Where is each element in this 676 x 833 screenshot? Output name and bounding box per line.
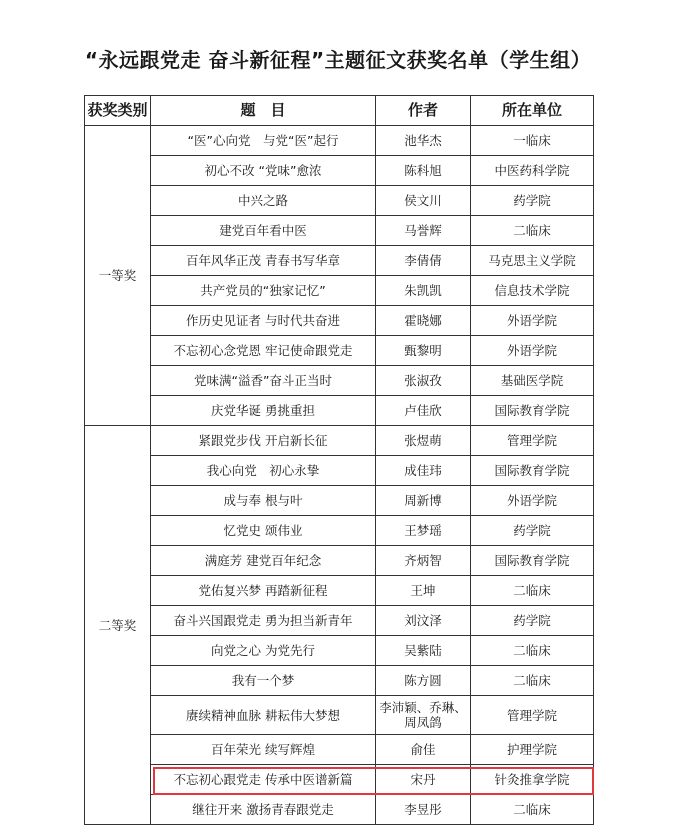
- author-name: 池华杰: [376, 126, 471, 156]
- essay-title: 作历史见证者 与时代共奋进: [151, 306, 376, 336]
- author-name: 张煜萌: [376, 426, 471, 456]
- table-row: [85, 126, 594, 156]
- award-category: 一等奖: [85, 126, 151, 426]
- unit-name: 国际教育学院: [471, 456, 594, 486]
- table-row: [85, 156, 594, 186]
- author-name: 李沛颖、乔琳、周凤鸽: [376, 696, 471, 735]
- unit-name: 马克思主义学院: [471, 246, 594, 276]
- author-name: 刘汶泽: [376, 606, 471, 636]
- unit-name: 二临床: [471, 666, 594, 696]
- table-row: [85, 216, 594, 246]
- table-row: [85, 696, 594, 735]
- table-row: [85, 186, 594, 216]
- author-name: 马誉辉: [376, 216, 471, 246]
- essay-title: “医”心向党 与党“医”起行: [151, 126, 376, 156]
- essay-title: 我心向党 初心永挚: [151, 456, 376, 486]
- table-row: [85, 516, 594, 546]
- unit-name: 中医药科学院: [471, 156, 594, 186]
- essay-title: 向党之心 为党先行: [151, 636, 376, 666]
- header-author: 作者: [376, 96, 471, 126]
- author-name: 王坤: [376, 576, 471, 606]
- unit-name: 信息技术学院: [471, 276, 594, 306]
- essay-title: 我有一个梦: [151, 666, 376, 696]
- page-bottom-edge: [0, 826, 676, 833]
- author-name: 宋丹: [376, 765, 471, 795]
- author-name: 侯文川: [376, 186, 471, 216]
- table-row: [85, 795, 594, 825]
- unit-name: 管理学院: [471, 426, 594, 456]
- unit-name: 外语学院: [471, 306, 594, 336]
- unit-name: 针灸推拿学院: [471, 765, 594, 795]
- essay-title: 成与奉 根与叶: [151, 486, 376, 516]
- table-row: [85, 306, 594, 336]
- table-row: [85, 636, 594, 666]
- essay-title: 初心不改 “党味”愈浓: [151, 156, 376, 186]
- author-name: 成佳玮: [376, 456, 471, 486]
- unit-name: 药学院: [471, 606, 594, 636]
- essay-title: 不忘初心念党恩 牢记使命跟党走: [151, 336, 376, 366]
- essay-title: 共产党员的“独家记忆”: [151, 276, 376, 306]
- table-row: [85, 336, 594, 366]
- table-row: [85, 546, 594, 576]
- unit-name: 药学院: [471, 516, 594, 546]
- author-name: 李昱彤: [376, 795, 471, 825]
- table-row: [85, 606, 594, 636]
- header-category: 获奖类别: [85, 96, 151, 126]
- award-category: 二等奖: [85, 426, 151, 825]
- table-row: [85, 396, 594, 426]
- essay-title: 忆党史 颂伟业: [151, 516, 376, 546]
- table-row: [85, 456, 594, 486]
- table-row: [85, 486, 594, 516]
- header-title: 题 目: [151, 96, 376, 126]
- unit-name: 国际教育学院: [471, 396, 594, 426]
- author-name: 陈科旭: [376, 156, 471, 186]
- table-row: [85, 246, 594, 276]
- unit-name: 外语学院: [471, 336, 594, 366]
- author-name: 周新博: [376, 486, 471, 516]
- table-row: [85, 366, 594, 396]
- essay-title: 中兴之路: [151, 186, 376, 216]
- author-name: 王梦瑶: [376, 516, 471, 546]
- unit-name: 药学院: [471, 186, 594, 216]
- author-name: 卢佳欣: [376, 396, 471, 426]
- author-name: 俞佳: [376, 735, 471, 765]
- awards-table: [84, 95, 594, 825]
- unit-name: 管理学院: [471, 696, 594, 735]
- essay-title: 不忘初心跟党走 传承中医谱新篇: [151, 765, 376, 795]
- author-name: 李倩倩: [376, 246, 471, 276]
- essay-title: 紧跟党步伐 开启新长征: [151, 426, 376, 456]
- unit-name: 一临床: [471, 126, 594, 156]
- author-name: 齐炳智: [376, 546, 471, 576]
- author-name: 吴紫陆: [376, 636, 471, 666]
- unit-name: 二临床: [471, 795, 594, 825]
- unit-name: 护理学院: [471, 735, 594, 765]
- table-header-row: [85, 96, 594, 126]
- unit-name: 二临床: [471, 636, 594, 666]
- essay-title: 奋斗兴国跟党走 勇为担当新青年: [151, 606, 376, 636]
- table-row: [85, 765, 594, 795]
- unit-name: 国际教育学院: [471, 546, 594, 576]
- table-row: [85, 576, 594, 606]
- author-name: 霍晓娜: [376, 306, 471, 336]
- essay-title: 庆党华诞 勇挑重担: [151, 396, 376, 426]
- author-name: 朱凯凯: [376, 276, 471, 306]
- table-row: [85, 666, 594, 696]
- document-title: “永远跟党走 奋斗新征程”主题征文获奖名单（学生组）: [84, 48, 592, 72]
- unit-name: 二临床: [471, 216, 594, 246]
- essay-title: 百年风华正茂 青春书写华章: [151, 246, 376, 276]
- unit-name: 二临床: [471, 576, 594, 606]
- unit-name: 外语学院: [471, 486, 594, 516]
- essay-title: 党佑复兴梦 再踏新征程: [151, 576, 376, 606]
- author-name: 甄黎明: [376, 336, 471, 366]
- author-name: 陈方圆: [376, 666, 471, 696]
- essay-title: 百年荣光 续写辉煌: [151, 735, 376, 765]
- table-row: [85, 276, 594, 306]
- unit-name: 基础医学院: [471, 366, 594, 396]
- essay-title: 满庭芳 建党百年纪念: [151, 546, 376, 576]
- author-name: 张淑孜: [376, 366, 471, 396]
- essay-title: 党味满“溢香”奋斗正当时: [151, 366, 376, 396]
- header-unit: 所在单位: [471, 96, 594, 126]
- essay-title: 继往开来 激扬青春跟党走: [151, 795, 376, 825]
- table-row: [85, 426, 594, 456]
- table-row: [85, 735, 594, 765]
- essay-title: 建党百年看中医: [151, 216, 376, 246]
- essay-title: 赓续精神血脉 耕耘伟大梦想: [151, 696, 376, 735]
